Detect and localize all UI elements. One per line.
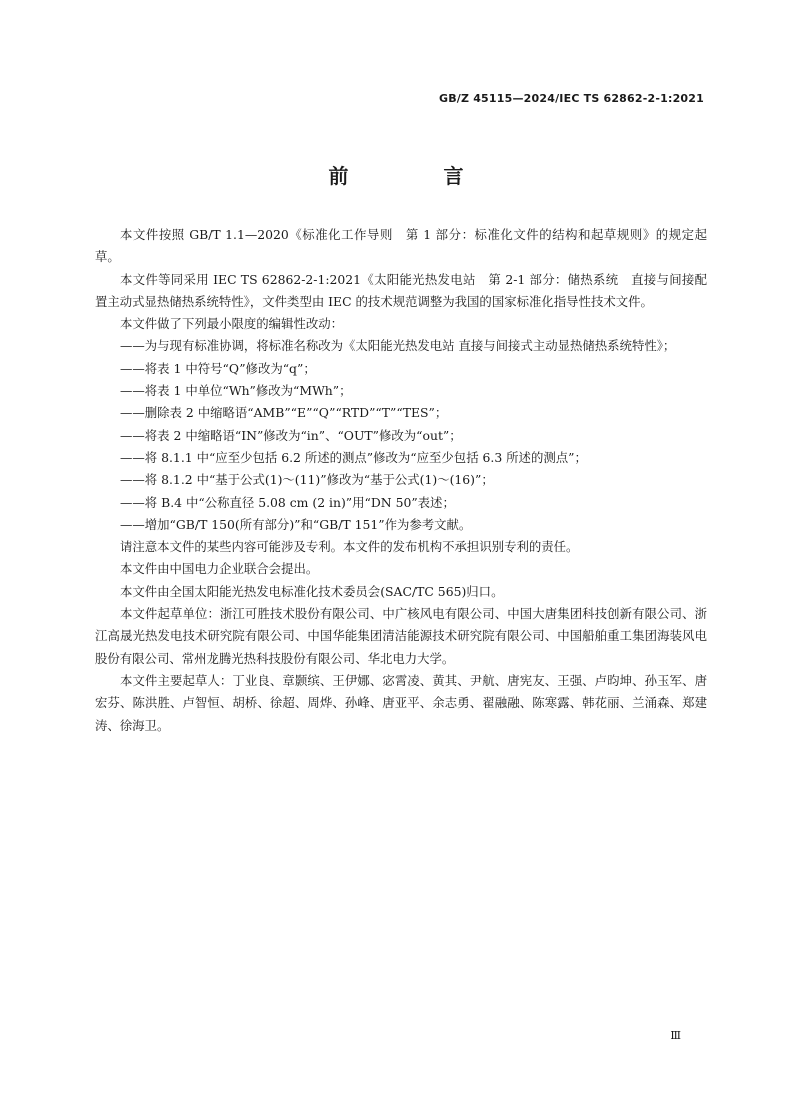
edits-list (95, 335, 707, 536)
list-item: ——将表 1 中单位“Wh”修改为“MWh”； (120, 383, 352, 399)
list-item: ——将 8.1.2 中“基于公式(1)～(11)”修改为“基于公式(1)～(16)”； (120, 472, 494, 488)
paragraph-patent-notice: 请注意本文件的某些内容可能涉及专利。本文件的发布机构不承担识别专利的责任。 (120, 539, 579, 555)
paragraph-adoption: 本文件等同采用 IEC TS 62862-2-1:2021《太阳能光热发电站 第 2-1 部分：储热系统 直接与间接配置主动式显热储热系统特性》，文件类型由 IEC 的技术规范调整为我国的国家标准化指导性技术文件。 (95, 271, 707, 309)
paragraph-drafting-units: 本文件起草单位：浙江可胜技术股份有限公司、中广核风电有限公司、中国大唐集团科技创新有限公司、浙江高晟光热发电技术研究院有限公司、中国华能集团清洁能源技术研究院有限公司、中国船舶重工集团海装风电股份有限公司、常州龙腾光热科技股份有限公司、华北电力大学。 (95, 606, 707, 666)
paragraph-proposer: 本文件由中国电力企业联合会提出。 (120, 561, 319, 577)
page-title: 前 言 (328, 164, 508, 188)
list-item: ——将 8.1.1 中“应至少包括 6.2 所述的测点”修改为“应至少包括 6.3 所述的测点”； (120, 449, 587, 465)
list-item: ——将表 2 中缩略语“IN”修改为“in”、“OUT”修改为“out”； (120, 427, 462, 443)
list-item: ——将表 1 中符号“Q”修改为“q”； (120, 360, 316, 376)
paragraph-drafters: 本文件主要起草人：丁业良、章颢缤、王伊娜、宓霄凌、黄其、尹航、唐宪友、王强、卢昀坤、孙玉军、唐宏芬、陈洪胜、卢智恒、胡桥、徐超、周烨、孙峰、唐亚平、余志勇、翟融融、陈寒露、韩花丽、兰涌森、郑建涛、徐海卫。 (95, 672, 707, 733)
list-item: ——为与现有标准协调，将标准名称改为《太阳能光热发电站 直接与间接式主动显热储热系统特性》； (120, 338, 676, 354)
standard-code-header: GB/Z 45115—2024/IEC TS 62862-2-1:2021 (438, 92, 704, 105)
list-item: ——增加“GB/T 150(所有部分)”和“GB/T 151”作为参考文献。 (120, 516, 472, 532)
page-number: Ⅲ (670, 1029, 681, 1042)
paragraph-edits-intro: 本文件做了下列最小限度的编辑性改动： (120, 316, 344, 332)
paragraph-drafting-rules: 本文件按照 GB/T 1.1—2020《标准化工作导则 第 1 部分：标准化文件的结构和起草规则》的规定起草。 (95, 227, 707, 265)
list-item: ——删除表 2 中缩略语“AMB”“E”“Q”“RTD”“T”“TES”； (120, 405, 448, 421)
list-item: ——将 B.4 中“公称直径 5.08 cm (2 in)”用“DN 50”表述； (120, 494, 455, 510)
paragraph-committee: 本文件由全国太阳能光热发电标准化技术委员会(SAC/TC 565)归口。 (120, 583, 504, 599)
foreword-body (95, 224, 707, 737)
